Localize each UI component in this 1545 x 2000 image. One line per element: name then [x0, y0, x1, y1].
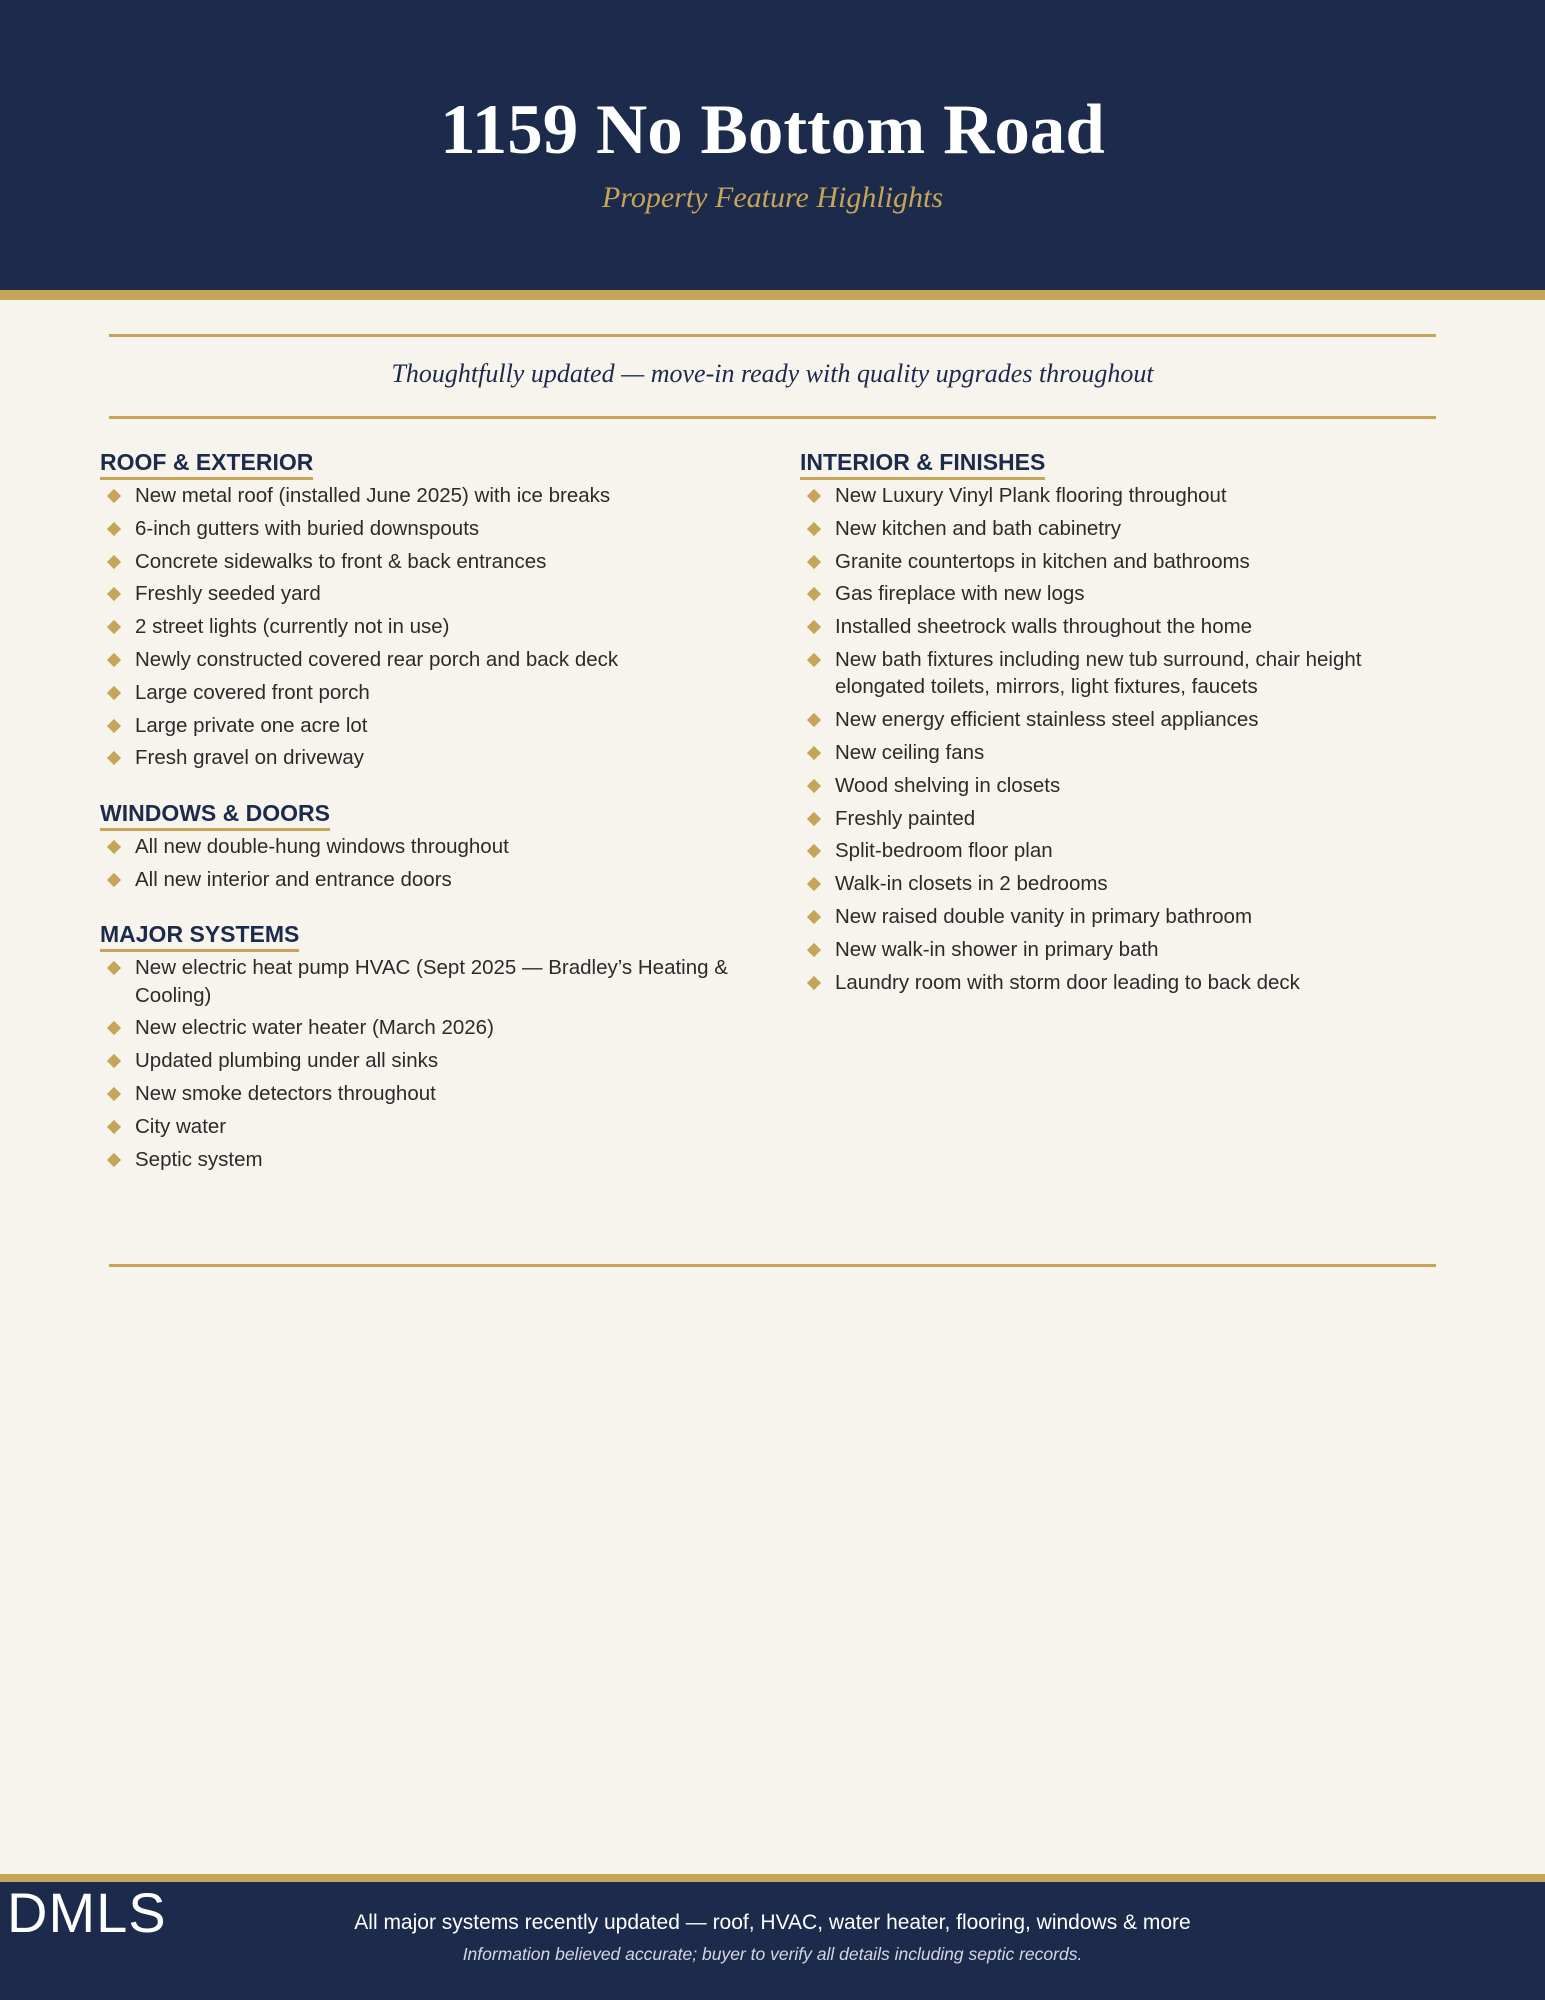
diamond-bullet-icon: [807, 653, 821, 667]
section-interior-finishes: [800, 447, 1420, 996]
list-item-text: Split-bedroom floor plan: [835, 839, 1053, 863]
list-item-text: Freshly seeded yard: [135, 582, 321, 606]
diamond-bullet-icon: [807, 522, 821, 536]
diamond-bullet-icon: [107, 1153, 121, 1167]
list-item-text: New Luxury Vinyl Plank flooring throughout: [835, 484, 1227, 507]
section-major-systems: [100, 919, 750, 1173]
diamond-bullet-icon: [807, 976, 821, 990]
list-item-text: Freshly painted: [835, 806, 976, 830]
footer-gold-rule: [0, 1874, 1545, 1882]
list-item-text: New metal roof (installed June 2025) with ice breaks: [135, 484, 611, 507]
list-item-text: New raised double vanity in primary bathroom: [835, 905, 1253, 929]
diamond-bullet-icon: [107, 1054, 121, 1068]
diamond-bullet-icon: [107, 522, 121, 536]
diamond-bullet-icon: [107, 653, 121, 667]
list-item: [100, 954, 750, 1009]
tagline-bottom-divider: [109, 416, 1436, 419]
list-item: [100, 482, 750, 510]
diamond-bullet-icon: [807, 489, 821, 503]
diamond-bullet-icon: [107, 751, 121, 765]
list-item-text: Wood shelving in closets: [835, 773, 1061, 797]
list-item: [100, 679, 750, 707]
content-bottom-divider: [109, 1264, 1436, 1267]
diamond-bullet-icon: [107, 686, 121, 700]
list-item-text: New kitchen and bath cabinetry: [835, 516, 1122, 540]
list-item: [100, 580, 750, 608]
list-item: [800, 482, 1420, 510]
list-item: [100, 646, 750, 674]
list-item-text: Granite countertops in kitchen and bathrooms: [835, 549, 1250, 573]
list-item-text: Walk-in closets in 2 bedrooms: [835, 872, 1108, 896]
diamond-bullet-icon: [107, 1120, 121, 1134]
list-item-text: 6-inch gutters with buried downspouts: [135, 516, 480, 540]
list-item: [800, 580, 1420, 608]
diamond-bullet-icon: [807, 910, 821, 924]
feature-list: [100, 954, 750, 1173]
list-item-text: New energy efficient stainless steel appliances: [835, 708, 1259, 732]
property-title: 1159 No Bottom Road: [440, 91, 1105, 169]
property-subtitle: Property Feature Highlights: [601, 181, 944, 214]
left-column: [100, 447, 750, 1199]
diamond-bullet-icon: [807, 713, 821, 727]
section-roof-exterior: [100, 447, 750, 772]
list-item: [800, 646, 1420, 701]
list-item: [100, 744, 750, 772]
list-item-text: New electric water heater (March 2026): [135, 1016, 494, 1040]
header-gold-rule: [0, 290, 1545, 300]
tagline: Thoughtfully updated — move-in ready with quality upgrades throughout: [391, 359, 1154, 388]
diamond-bullet-icon: [807, 779, 821, 793]
list-item-text: All new interior and entrance doors: [135, 867, 452, 891]
list-item-text: New electric heat pump HVAC (Sept 2025 — Bradley’s Heating & Cooling): [135, 956, 728, 1007]
diamond-bullet-icon: [107, 620, 121, 634]
list-item: [800, 903, 1420, 931]
diamond-bullet-icon: [107, 873, 121, 887]
list-item: [100, 1113, 750, 1141]
list-item: [100, 515, 750, 543]
section-title: ROOF & EXTERIOR: [100, 447, 313, 480]
list-item-text: New smoke detectors throughout: [135, 1082, 436, 1106]
list-item-text: City water: [135, 1114, 227, 1138]
list-item: [800, 870, 1420, 898]
footer-disclaimer: Information believed accurate; buyer to verify all details including septic records.: [462, 1944, 1083, 1964]
diamond-bullet-icon: [807, 844, 821, 858]
diamond-bullet-icon: [807, 555, 821, 569]
feature-list: [800, 482, 1420, 996]
list-item: [800, 805, 1420, 833]
list-item: [800, 515, 1420, 543]
list-item: [800, 772, 1420, 800]
section-title: WINDOWS & DOORS: [100, 798, 330, 831]
right-column: [800, 447, 1420, 1022]
list-item-text: Laundry room with storm door leading to back deck: [835, 970, 1300, 994]
list-item-text: Large private one acre lot: [135, 713, 368, 737]
diamond-bullet-icon: [807, 587, 821, 601]
list-item-text: Updated plumbing under all sinks: [135, 1049, 439, 1073]
section-windows-doors: [100, 798, 750, 893]
list-item: [100, 1080, 750, 1108]
diamond-bullet-icon: [107, 961, 121, 975]
list-item: [800, 706, 1420, 734]
list-item: [800, 837, 1420, 865]
list-item-text: All new double-hung windows throughout: [135, 834, 509, 858]
list-item-text: New bath fixtures including new tub surround, chair height elongated toilets, mirrors, light fixtures, faucets: [835, 647, 1362, 699]
tagline-top-divider: [109, 334, 1436, 337]
feature-list: [100, 833, 750, 893]
list-item: [100, 833, 750, 861]
diamond-bullet-icon: [107, 1087, 121, 1101]
diamond-bullet-icon: [107, 1021, 121, 1035]
diamond-bullet-icon: [807, 812, 821, 826]
list-item: [800, 739, 1420, 767]
list-item: [800, 613, 1420, 641]
list-item: [100, 1146, 750, 1174]
list-item: [100, 1047, 750, 1075]
list-item: [100, 613, 750, 641]
diamond-bullet-icon: [807, 746, 821, 760]
dmls-logo: DMLS: [7, 1881, 167, 1944]
diamond-bullet-icon: [107, 587, 121, 601]
list-item-text: Concrete sidewalks to front & back entrances: [135, 549, 547, 573]
feature-list: [100, 482, 750, 772]
footer-summary: All major systems recently updated — roof, HVAC, water heater, flooring, windows & more: [354, 1911, 1191, 1934]
section-title: INTERIOR & FINISHES: [800, 447, 1045, 480]
list-item-text: 2 street lights (currently not in use): [135, 615, 450, 639]
list-item: [100, 548, 750, 576]
list-item-text: Gas fireplace with new logs: [835, 582, 1085, 606]
section-title: MAJOR SYSTEMS: [100, 919, 299, 952]
list-item-text: Large covered front porch: [135, 680, 370, 704]
diamond-bullet-icon: [807, 943, 821, 957]
diamond-bullet-icon: [107, 840, 121, 854]
diamond-bullet-icon: [807, 620, 821, 634]
diamond-bullet-icon: [107, 555, 121, 569]
list-item-text: Newly constructed covered rear porch and back deck: [135, 647, 619, 671]
list-item: [100, 866, 750, 894]
diamond-bullet-icon: [107, 489, 121, 503]
list-item: [800, 969, 1420, 997]
list-item: [800, 548, 1420, 576]
list-item-text: Septic system: [135, 1147, 263, 1171]
list-item-text: New ceiling fans: [835, 741, 985, 765]
list-item-text: Fresh gravel on driveway: [135, 746, 365, 770]
list-item-text: Installed sheetrock walls throughout the home: [835, 615, 1253, 639]
list-item: [100, 712, 750, 740]
list-item: [800, 936, 1420, 964]
diamond-bullet-icon: [807, 877, 821, 891]
diamond-bullet-icon: [107, 719, 121, 733]
list-item-text: New walk-in shower in primary bath: [835, 937, 1159, 961]
list-item: [100, 1014, 750, 1042]
